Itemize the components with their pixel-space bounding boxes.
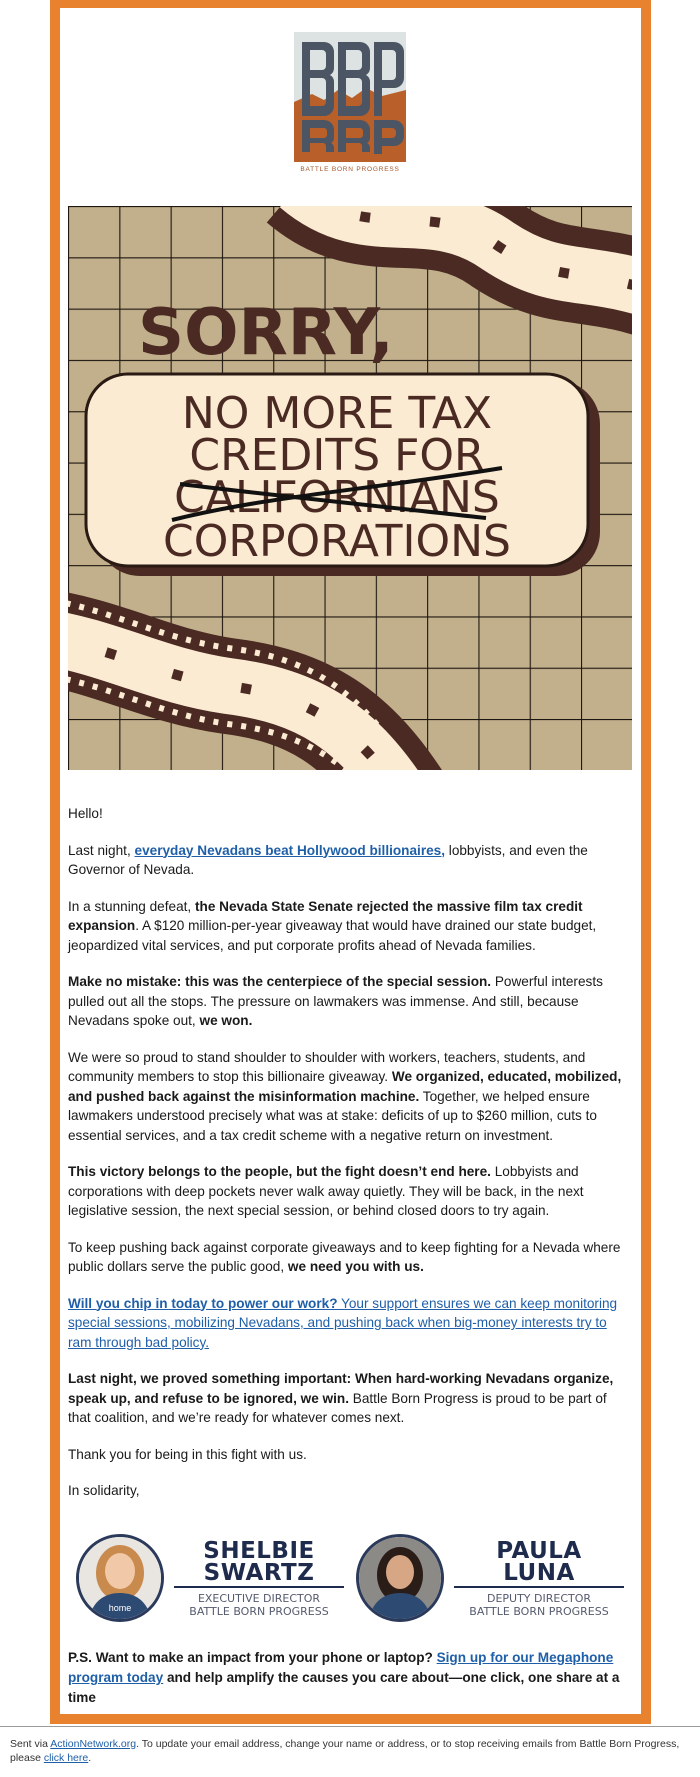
shirt-text: home [108, 1603, 132, 1613]
portrait-shelbie [79, 1537, 161, 1619]
title-line: DEPUTY DIRECTOR [486, 1592, 592, 1605]
signature-paula [348, 1530, 624, 1626]
title-line: BATTLE BORN PROGRESS [469, 1605, 609, 1618]
hero-struck-word: CALIFORNIANS [174, 472, 500, 523]
paragraph-1 [68, 841, 632, 880]
text: We were so proud to stand shoulder to shoulder with workers, teachers, students, and community members to stop this billionaire giveaway. [68, 1049, 586, 1084]
bbp-logo[interactable] [294, 32, 406, 173]
hero-line-2: CREDITS FOR [189, 430, 485, 481]
link-text: Your support ensures we can keep monitoring special sessions, mobilizing Nevadans, and pushing back when big-money interests try to ram through bad policy. [68, 1295, 618, 1350]
text: Lobbyists and corporations with deep pockets never walk away quietly. They will be back, in the next legislative session, the next special session, or behind closed doors to try again. [68, 1164, 584, 1218]
last-name: SWARTZ [203, 1560, 315, 1586]
bold-text: the Nevada State Senate rejected the massive film tax credit expansion [68, 898, 583, 933]
divider [454, 1586, 624, 1588]
text: . [88, 1752, 92, 1764]
logo-caption: BATTLE BORN PROGRESS [300, 166, 400, 173]
last-name: LUNA [503, 1560, 575, 1586]
unsubscribe-link[interactable]: click here [43, 1752, 89, 1764]
bold-text: Last night, we proved something important: When hard-working Nevadans organize, speak up, and refuse to be ignored, we win. [68, 1371, 614, 1406]
hero-line-4: CORPORATIONS [163, 516, 511, 567]
hollywood-link[interactable] [135, 843, 446, 858]
paragraph-2 [68, 897, 632, 956]
paragraph-7 [68, 1294, 632, 1353]
first-name: SHELBIE [203, 1538, 315, 1564]
signer-name [454, 1540, 624, 1584]
donate-link[interactable] [68, 1296, 617, 1350]
link-text: Will you chip in today to power our work? [68, 1295, 338, 1311]
paragraph-6 [68, 1238, 632, 1277]
bold-text: Make no mistake: this was the centerpiece of the special session. [68, 974, 492, 989]
text: . A $120 million-per-year giveaway that would have drained our state budget, jeopardized vital services, and put corporate profits ahead of Nevada families. [68, 918, 597, 953]
bold-text: We organized, educated, mobilized, and pushed back against the misinformation machine. [68, 1069, 622, 1104]
text: Sent via [10, 1738, 51, 1750]
hero-headline: SORRY, [138, 296, 394, 370]
first-name: PAULA [496, 1538, 582, 1564]
text: Powerful interests pulled out all the stops. The pressure on lawmakers was immense. And still, because Nevadans spoke out, [68, 974, 603, 1028]
text: Last night, [68, 842, 135, 858]
paragraph-4 [68, 1048, 632, 1146]
signer-title [174, 1592, 344, 1618]
paragraph-8 [68, 1369, 632, 1428]
paragraph-3 [68, 972, 632, 1031]
hero-graphic [68, 206, 632, 770]
actionnetwork-link[interactable]: ActionNetwork.org [50, 1738, 137, 1750]
text: P.S. Want to make an impact from your phone or laptop? [68, 1650, 437, 1665]
text: To keep pushing back against corporate giveaways and to keep fighting for a Nevada where public dollars serve the public good, [68, 1239, 621, 1274]
text: and help amplify the causes you care about—one click, one share at a time [68, 1670, 620, 1705]
email-body [68, 804, 632, 1518]
logo-mark [294, 32, 406, 162]
bold-text: we need you with us. [287, 1259, 424, 1274]
signer-title [454, 1592, 624, 1618]
paragraph-9: Thank you for being in this fight with us. [68, 1446, 307, 1462]
avatar [76, 1534, 164, 1622]
email-footer [0, 1726, 700, 1765]
portrait-paula [359, 1537, 441, 1619]
hero-image[interactable] [68, 206, 632, 770]
hero-line-1: NO MORE TAX [181, 388, 493, 439]
signature-block [68, 1530, 632, 1626]
text: . To update your email address, change your name or address, or to stop receiving emails from Battle Born Progress, please [10, 1738, 680, 1764]
text: lobbyists, and even the Governor of Nevada. [68, 842, 588, 877]
bold-text: This victory belongs to the people, but the fight doesn’t end here. [68, 1164, 491, 1179]
avatar [356, 1534, 444, 1622]
link-text: everyday Nevadans beat Hollywood billionaires, [134, 842, 446, 858]
paragraph-5 [68, 1162, 632, 1221]
greeting: Hello! [68, 806, 103, 821]
divider [174, 1586, 344, 1588]
title-line: BATTLE BORN PROGRESS [189, 1605, 329, 1618]
postscript [68, 1648, 632, 1708]
title-line: EXECUTIVE DIRECTOR [197, 1592, 321, 1605]
text: Together, we helped ensure lawmakers understood precisely what was at stake: deficits of up to $260 million, cuts to essential services, and a tax credit scheme with a negative return on investment. [68, 1088, 597, 1143]
signoff: In solidarity, [68, 1483, 140, 1498]
bold-text: we won. [199, 1013, 253, 1028]
text: Battle Born Progress is proud to be part of that coalition, and we’re ready for whatever comes next. [68, 1390, 607, 1425]
signature-shelbie [68, 1530, 344, 1626]
signer-name [174, 1540, 344, 1584]
text: In a stunning defeat, [68, 898, 195, 914]
megaphone-link[interactable]: Sign up for our Megaphone program today [68, 1650, 614, 1685]
